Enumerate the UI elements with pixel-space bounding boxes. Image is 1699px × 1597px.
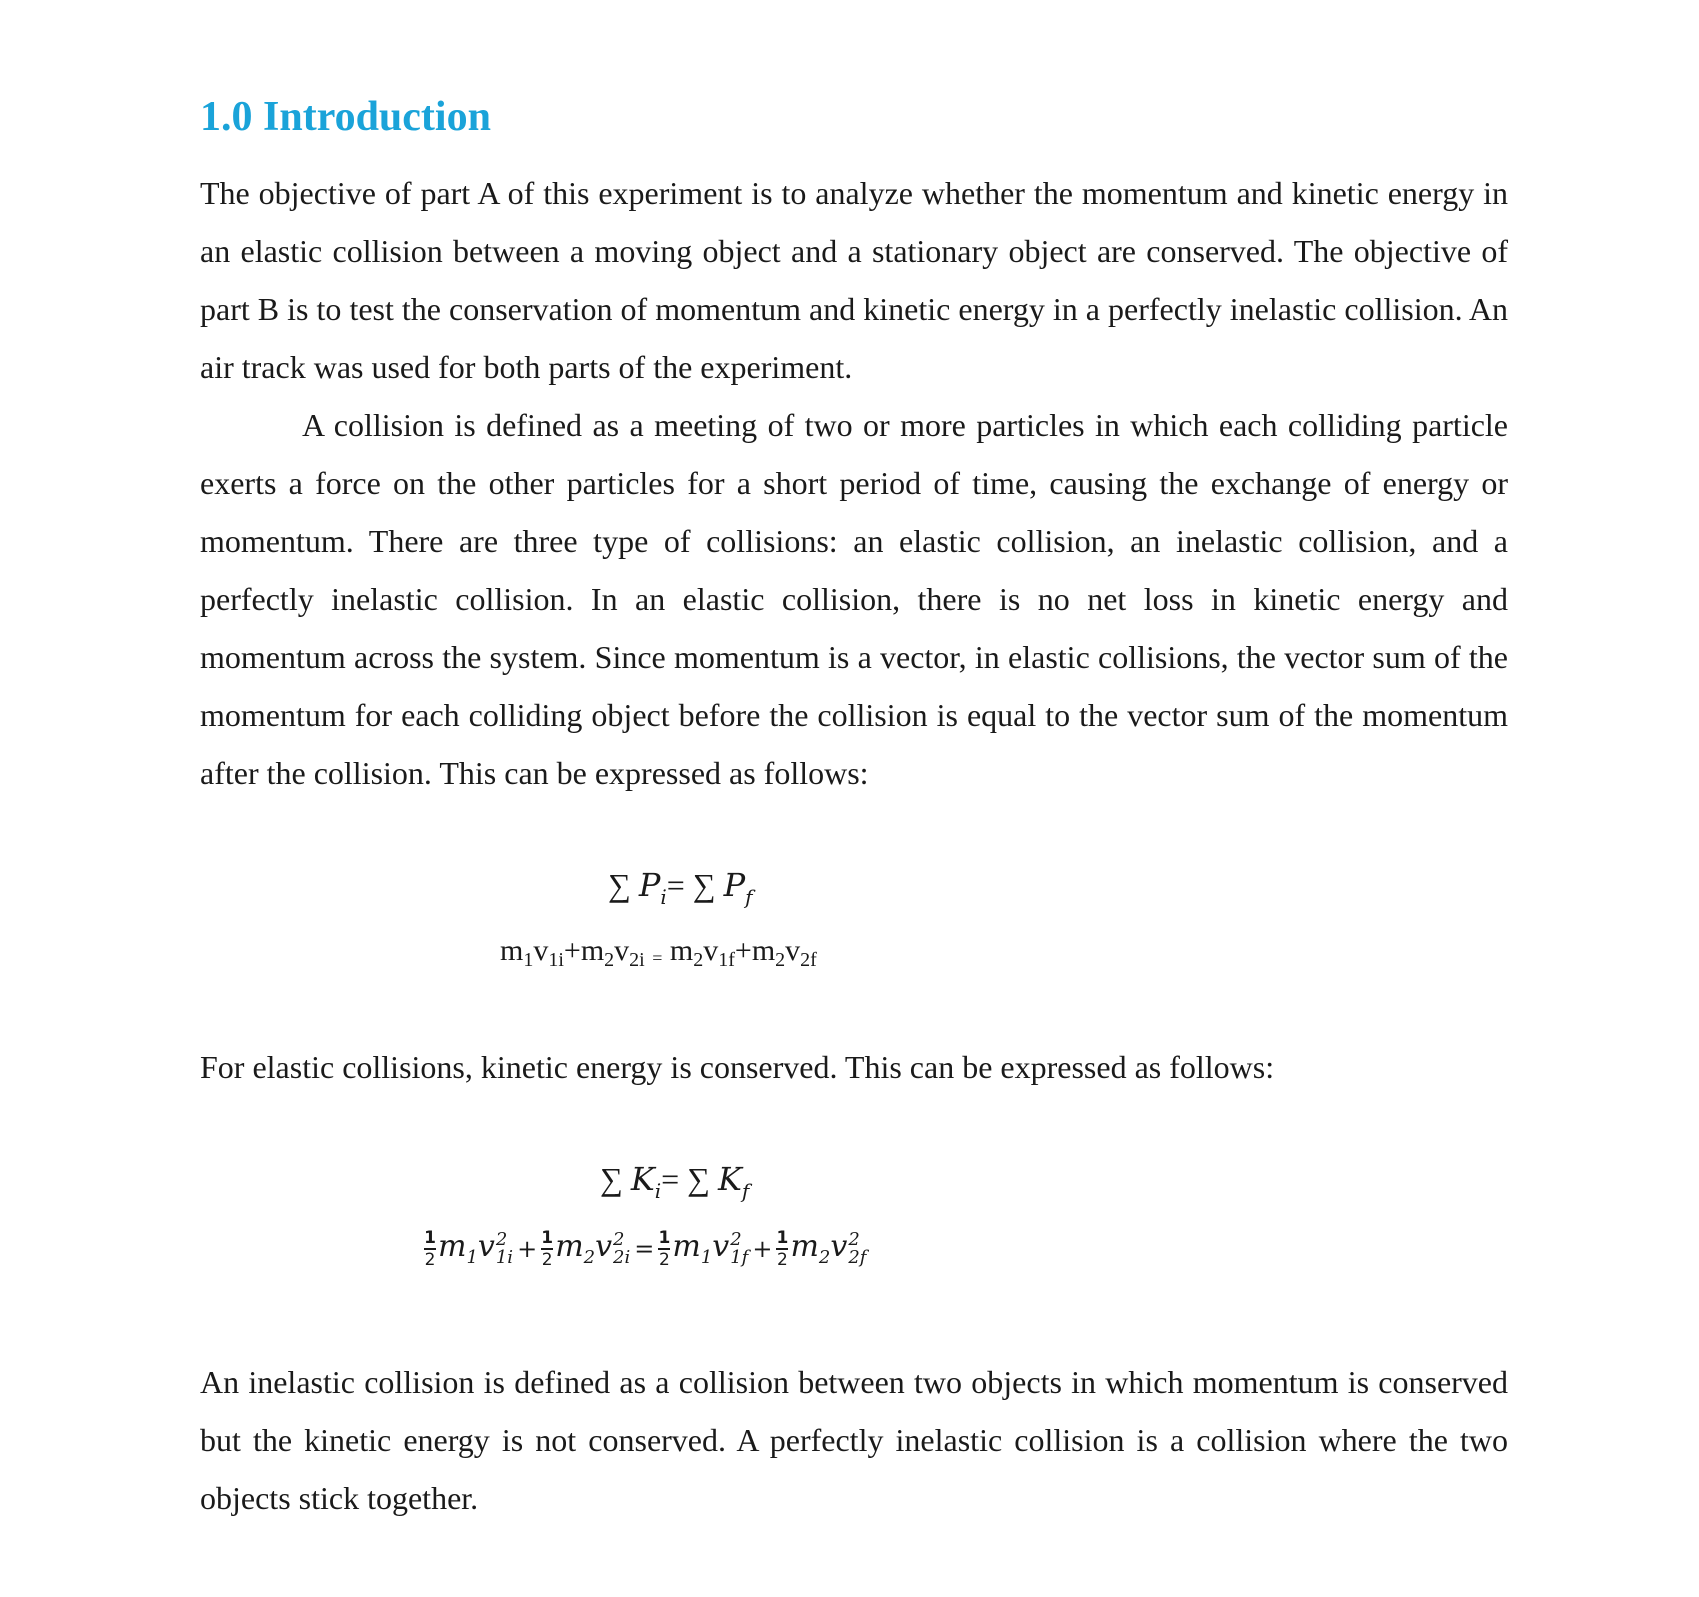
eq-subscript: 2 [775,949,786,971]
sum-symbol: ∑ [687,1161,710,1197]
eq-sup-sub: 2 2f [848,1228,867,1268]
eq-subscript: f [745,885,753,909]
eq-term: P [638,866,661,904]
eq-term: v [703,934,719,967]
equals-sign: = [666,867,685,903]
paragraph-kinetic-energy: For elastic collisions, kinetic energy is conserved. This can be expressed as follows: [200,1049,1275,1085]
eq-term: $m_1v$ [672,1229,730,1269]
eq-subscript: 1 [523,949,534,971]
eq-term: v [785,934,801,967]
sum-symbol: ∑ [692,867,716,903]
eq-term: K [630,1160,655,1198]
plus-sign: + [752,1234,773,1263]
eq-term: $m_2v$ [555,1229,613,1269]
sum-symbol: ∑ [600,1161,623,1197]
eq-term: P [723,866,746,904]
eq-subscript: 1i [548,949,564,971]
section-heading: 1.0 Introduction [200,94,491,140]
paragraph-inelastic: An inelastic collision is defined as a collision between two objects in which momentum is conserved but the kinetic energy is not conserved. A perfectly inelastic collision is a collision where the two objects stick together. [200,1364,1508,1516]
paragraph-collision-definition: A collision is defined as a meeting of two or more particles in which each colliding particle exerts a force on the other particles for a short period of time, causing the exchange of energy or momentum. There are three type of collisions: an elastic collision, an inelastic collision, and a perfectly inelastic collision. In an elastic collision, there is no net loss in kinetic energy and momentum across the system. Since momentum is a vector, in elastic collisions, the vector sum of the momentum for each colliding object before the collision is equal to the vector sum of the momentum after the collision. This can be expressed as follows: [200,407,1508,791]
eq-sup-sub: 2 2i [613,1228,631,1268]
equals-sign: = [652,948,663,968]
fraction-half: $\frac{1}{2}$ [776,1228,789,1270]
eq-subscript: 2 [604,949,615,971]
equals-sign: = [634,1234,655,1263]
equals-sign: = [661,1161,680,1197]
eq-subscript: i [660,885,667,909]
eq-term: m [580,934,605,967]
equation-momentum-sum [608,866,753,909]
plus-sign: + [563,934,581,967]
eq-term: K [717,1160,742,1198]
eq-sup-sub: 2 1f [730,1228,749,1268]
fraction-half: $\frac{1}{2}$ [424,1228,436,1270]
plus-sign: + [517,1234,538,1263]
eq-term: $m_2v$ [790,1229,848,1269]
eq-subscript: 2i [629,949,645,971]
eq-subscript: 2f [800,949,817,971]
eq-subscript: 1f [718,949,735,971]
fraction-half: $\frac{1}{2}$ [541,1228,554,1270]
sum-symbol: ∑ [608,867,631,903]
paragraph-objective: The objective of part A of this experiment is to analyze whether the momentum and kinetic energy in an elastic collision between a moving object and a stationary object are conserved. The objective of part B is to test the conservation of momentum and kinetic energy in a perfectly inelastic collision. An air track was used for both parts of the experiment. [200,175,1508,385]
fraction-half: $\frac{1}{2}$ [658,1228,671,1270]
equation-kinetic-sum [600,1160,749,1203]
equation-kinetic-expanded [424,1228,866,1270]
eq-subscript: f [741,1179,750,1203]
eq-term: v [614,934,630,967]
eq-term: m [669,934,694,967]
eq-term: v [533,934,549,967]
eq-subscript: i [654,1179,662,1203]
eq-term: m [500,934,524,967]
equation-momentum-expanded [500,934,817,972]
plus-sign: + [734,934,752,967]
eq-term: m [751,934,776,967]
eq-subscript: 2 [693,949,704,971]
eq-term: $m_1v$ [438,1229,495,1269]
eq-sup-sub: 2 1i [495,1228,514,1268]
